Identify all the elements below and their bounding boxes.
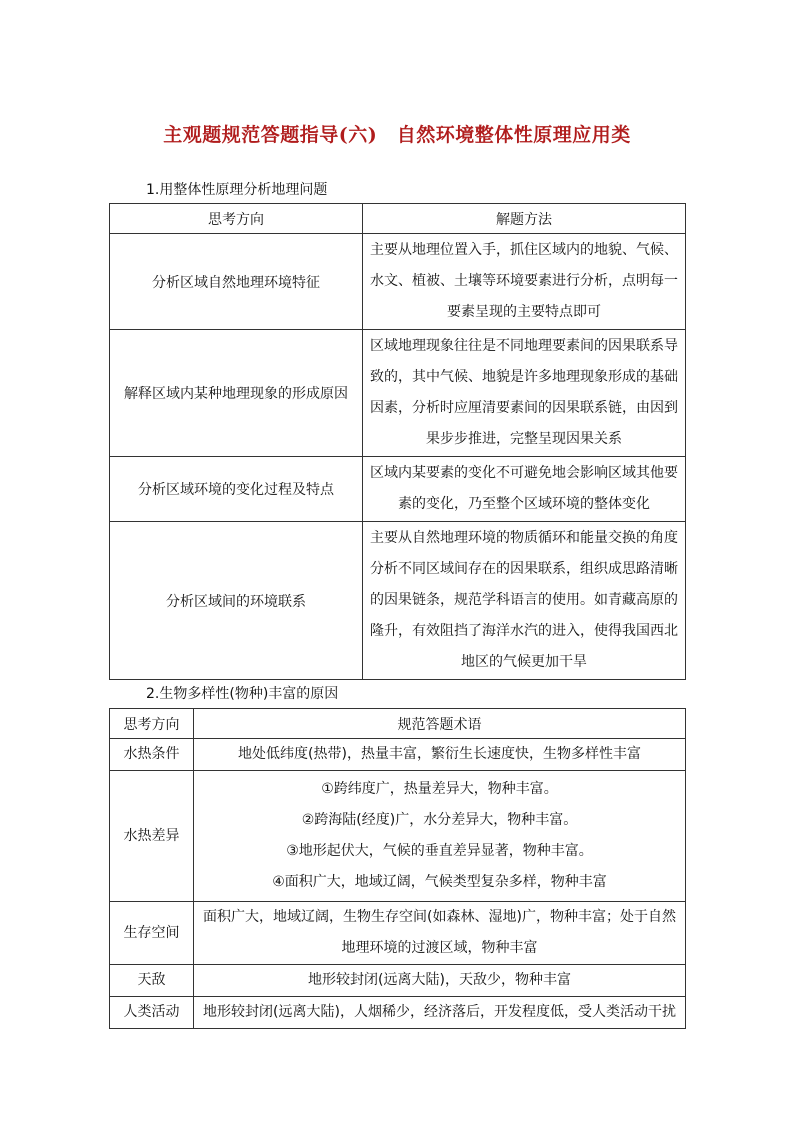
table-row: [110, 457, 686, 522]
direction-cell: 水热差异: [110, 771, 194, 902]
terms-cell: 地处低纬度(热带)，热量丰富，繁衍生长速度快，生物多样性丰富: [194, 739, 686, 771]
direction-cell: 水热条件: [110, 739, 194, 771]
table-row: [110, 902, 686, 965]
method-cell: 主要从地理位置入手，抓住区域内的地貌、气候、 水文、植被、土壤等环境要素进行分析，点明每一 要素呈现的主要特点即可: [363, 234, 686, 330]
terms-cell: ①跨纬度广，热量差异大，物种丰富。 ②跨海陆(经度)广，水分差异大，物种丰富。 ③地形起伏大，气候的垂直差异显著，物种丰富。 ④面积广大，地域辽阔，气候类型复杂多样，物种丰富: [194, 771, 686, 902]
table-header-row: [110, 709, 686, 739]
table-header-row: [110, 204, 686, 234]
table-row: [110, 330, 686, 457]
section-1-heading: 1.用整体性原理分析地理问题: [146, 182, 328, 198]
table-row: [110, 771, 686, 902]
method-cell: 主要从自然地理环境的物质循环和能量交换的角度 分析不同区域间存在的因果联系，组织成思路清晰 的因果链条，规范学科语言的使用。如青藏高原的 隆升，有效阻挡了海洋水汽的进入，使得我国西北 地区的气候更加干旱: [363, 522, 686, 680]
direction-cell: 天敌: [110, 965, 194, 997]
direction-cell: 人类活动: [110, 997, 194, 1029]
table-row: [110, 522, 686, 680]
method-cell: 区域地理现象往往是不同地理要素间的因果联系导 致的，其中气候、地貌是许多地理现象形成的基础 因素，分析时应厘清要素间的因果联系链，由因到 果步步推进，完整呈现因果关系: [363, 330, 686, 457]
direction-cell: 分析区域间的环境联系: [110, 522, 363, 680]
section-2-heading: 2.生物多样性(物种)丰富的原因: [146, 686, 339, 702]
method-table: [109, 203, 686, 680]
terms-cell: 地形较封闭(远离大陆)，天敌少，物种丰富: [194, 965, 686, 997]
page-title: 主观题规范答题指导(六) 自然环境整体性原理应用类: [163, 124, 631, 146]
column-header-direction: 思考方向: [110, 204, 363, 234]
column-header-direction: 思考方向: [110, 709, 194, 739]
direction-cell: 解释区域内某种地理现象的形成原因: [110, 330, 363, 457]
table-row: [110, 965, 686, 997]
column-header-terms: 规范答题术语: [194, 709, 686, 739]
table-row: [110, 739, 686, 771]
method-cell: 区域内某要素的变化不可避免地会影响区域其他要 素的变化，乃至整个区域环境的整体变化: [363, 457, 686, 522]
table-row: [110, 234, 686, 330]
terms-cell: 地形较封闭(远离大陆)，人烟稀少，经济落后，开发程度低，受人类活动干扰: [194, 997, 686, 1029]
direction-cell: 生存空间: [110, 902, 194, 965]
direction-cell: 分析区域自然地理环境特征: [110, 234, 363, 330]
column-header-method: 解题方法: [363, 204, 686, 234]
terms-cell: 面积广大，地域辽阔，生物生存空间(如森林、湿地)广，物种丰富；处于自然 地理环境的过渡区域，物种丰富: [194, 902, 686, 965]
table-row: [110, 997, 686, 1029]
terms-table: [109, 708, 686, 1029]
direction-cell: 分析区域环境的变化过程及特点: [110, 457, 363, 522]
